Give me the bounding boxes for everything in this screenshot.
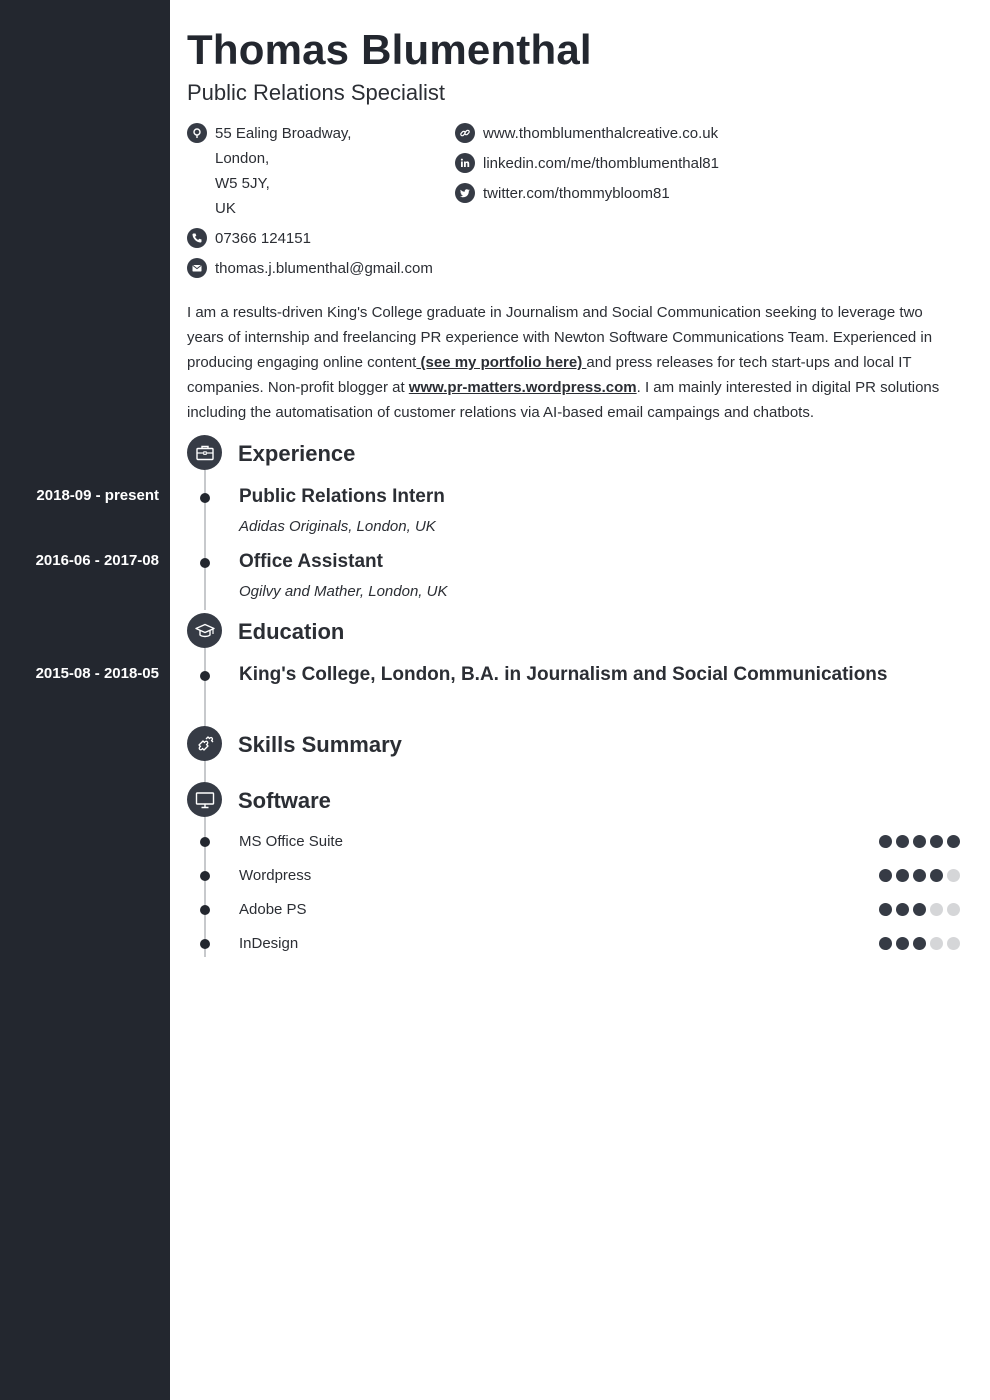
timeline-dot bbox=[200, 939, 210, 949]
phone-number[interactable]: 07366 124151 bbox=[215, 230, 311, 247]
education-title: King's College, London, B.A. in Journalism and Social Communications bbox=[239, 664, 888, 685]
skill-rating bbox=[879, 869, 960, 882]
linkedin-link[interactable]: linkedin.com/me/thomblumenthal81 bbox=[483, 155, 719, 172]
monitor-icon bbox=[187, 782, 222, 817]
job-title: Public Relations Specialist bbox=[187, 80, 446, 105]
timeline-dot bbox=[200, 671, 210, 681]
twitter-link[interactable]: twitter.com/thommybloom81 bbox=[483, 185, 670, 202]
skills-heading: Skills Summary bbox=[238, 732, 402, 757]
rating-dot-filled bbox=[879, 835, 892, 848]
software-name: Adobe PS bbox=[239, 901, 307, 918]
email-address[interactable]: thomas.j.blumenthal@gmail.com bbox=[215, 260, 433, 277]
timeline-dot bbox=[200, 558, 210, 568]
rating-dot-filled bbox=[879, 869, 892, 882]
rating-dot-filled bbox=[896, 903, 909, 916]
rating-dot-filled bbox=[913, 835, 926, 848]
blog-link[interactable]: www.pr-matters.wordpress.com bbox=[408, 379, 637, 396]
phone-icon bbox=[187, 228, 207, 248]
software-name: Wordpress bbox=[239, 867, 312, 884]
education-date: 2015-08 - 2018-05 bbox=[35, 665, 159, 682]
education-timeline bbox=[204, 648, 206, 728]
skill-rating bbox=[879, 903, 960, 916]
contact-email bbox=[187, 256, 433, 281]
education-heading: Education bbox=[238, 619, 345, 644]
rating-dot-empty bbox=[930, 937, 943, 950]
address-line: 55 Ealing Broadway, bbox=[215, 125, 352, 142]
skills-timeline bbox=[204, 760, 206, 782]
rating-dot-filled bbox=[913, 937, 926, 950]
location-pin-icon bbox=[187, 123, 207, 143]
software-name: MS Office Suite bbox=[239, 833, 343, 850]
timeline-dot bbox=[200, 837, 210, 847]
linkedin-icon bbox=[455, 153, 475, 173]
rating-dot-empty bbox=[947, 869, 960, 882]
experience-company: Adidas Originals, London, UK bbox=[239, 518, 436, 535]
rating-dot-filled bbox=[896, 937, 909, 950]
contact-website bbox=[455, 121, 718, 146]
twitter-icon bbox=[455, 183, 475, 203]
graduation-cap-icon bbox=[187, 613, 222, 648]
timeline-dot bbox=[200, 871, 210, 881]
timeline-dot bbox=[200, 905, 210, 915]
rating-dot-filled bbox=[879, 903, 892, 916]
briefcase-icon bbox=[187, 435, 222, 470]
summary-text: and press releases for tech start-ups and local IT companies. Non-profit blogger at bbox=[187, 354, 912, 396]
experience-title: Public Relations Intern bbox=[239, 486, 445, 507]
software-name: InDesign bbox=[239, 935, 299, 952]
email-icon bbox=[187, 258, 207, 278]
experience-company: Ogilvy and Mather, London, UK bbox=[239, 583, 448, 600]
address-line: London, bbox=[215, 150, 270, 167]
contact-twitter bbox=[455, 181, 670, 206]
rating-dot-filled bbox=[896, 835, 909, 848]
profile-summary bbox=[187, 300, 947, 425]
skill-rating bbox=[879, 835, 960, 848]
experience-heading: Experience bbox=[238, 441, 356, 466]
summary-text: I am a results-driven King's College graduate in Journalism and Social Communication seeking to leverage two years of internship and freelancing PR experience with Newton Software Communications Team. Experienced in producing engaging online content bbox=[187, 304, 933, 371]
experience-timeline bbox=[204, 470, 206, 610]
rating-dot-filled bbox=[947, 835, 960, 848]
left-sidebar bbox=[0, 0, 170, 1400]
skill-rating bbox=[879, 937, 960, 950]
rating-dot-empty bbox=[947, 937, 960, 950]
portfolio-link[interactable]: (see my portfolio here) bbox=[416, 354, 587, 371]
candidate-name: Thomas Blumenthal bbox=[187, 26, 592, 73]
rating-dot-filled bbox=[930, 835, 943, 848]
puzzle-piece-icon bbox=[187, 726, 222, 761]
rating-dot-empty bbox=[930, 903, 943, 916]
rating-dot-filled bbox=[930, 869, 943, 882]
rating-dot-filled bbox=[879, 937, 892, 950]
rating-dot-filled bbox=[913, 869, 926, 882]
rating-dot-filled bbox=[896, 869, 909, 882]
experience-date: 2016-06 - 2017-08 bbox=[35, 552, 159, 569]
contact-linkedin bbox=[455, 151, 719, 176]
experience-date: 2018-09 - present bbox=[36, 487, 159, 504]
contact-address bbox=[187, 121, 351, 221]
timeline-dot bbox=[200, 493, 210, 503]
address-line: W5 5JY, bbox=[215, 175, 270, 192]
contact-phone bbox=[187, 226, 311, 251]
rating-dot-filled bbox=[913, 903, 926, 916]
summary-text: . I am mainly interested in digital PR solutions including the automatisation of customer relations via AI-based email campaings and chatbots. bbox=[187, 379, 940, 421]
experience-title: Office Assistant bbox=[239, 551, 383, 572]
rating-dot-empty bbox=[947, 903, 960, 916]
link-icon bbox=[455, 123, 475, 143]
website-link[interactable]: www.thomblumenthalcreative.co.uk bbox=[483, 125, 719, 142]
software-heading: Software bbox=[238, 788, 331, 813]
address-line: UK bbox=[215, 200, 236, 217]
